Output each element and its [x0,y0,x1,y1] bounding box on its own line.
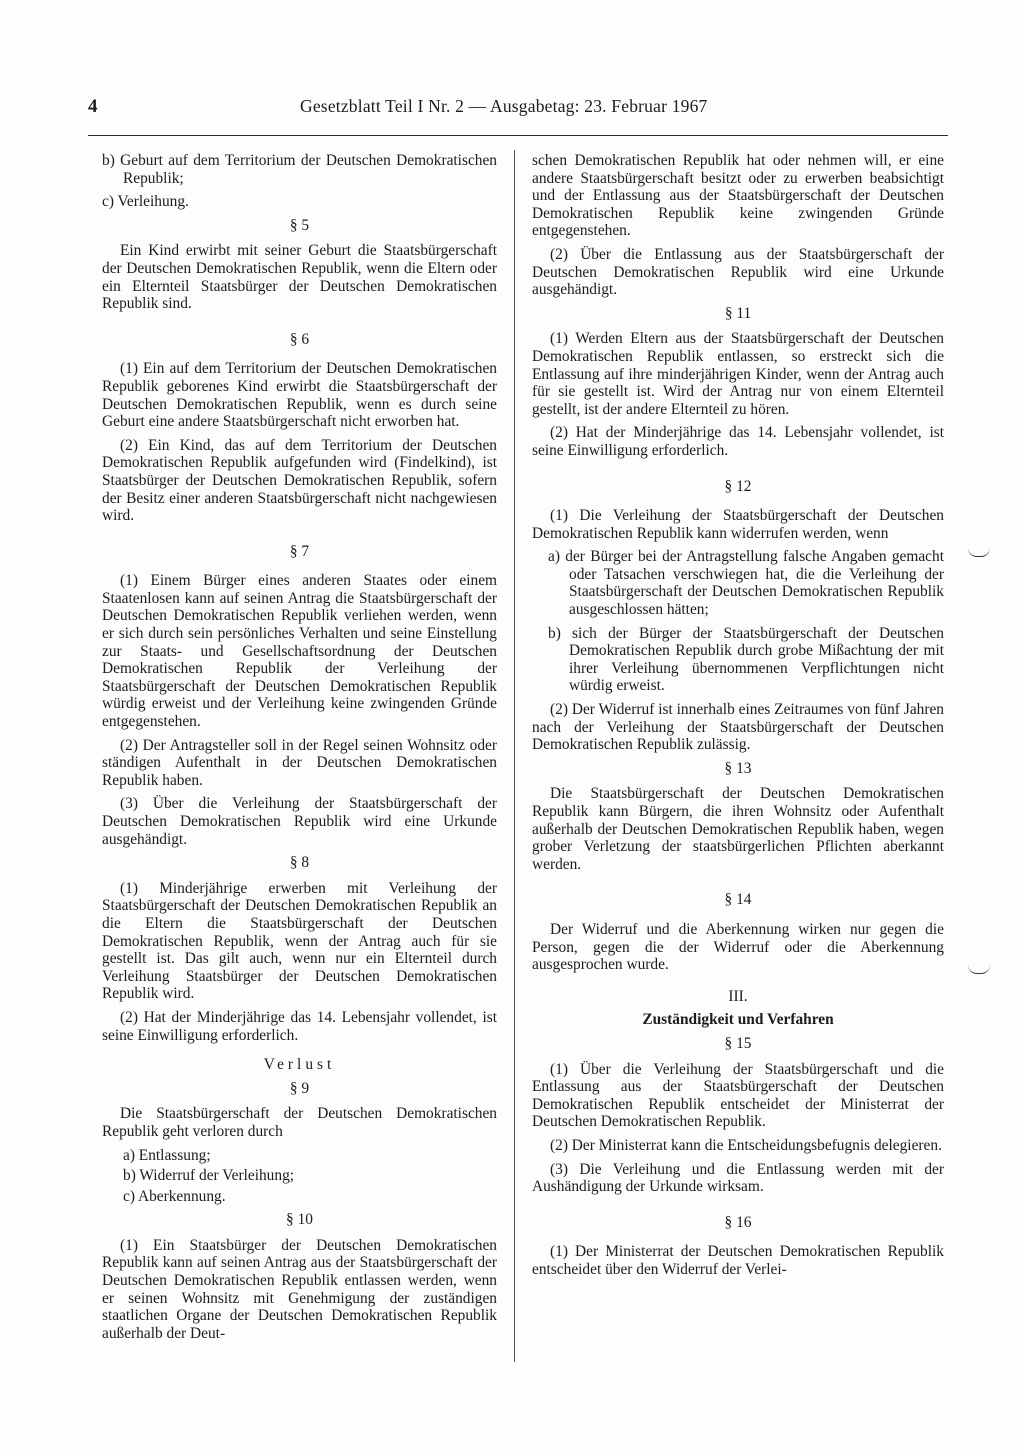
paragraph: (2) Über die Entlassung aus der Staatsbürgerschaft der Deutschen Demokratischen Republik wird eine Urkunde ausgehändigt. [532,245,944,299]
paragraph: Die Staatsbürgerschaft der Deutschen Demokratischen Republik kann Bürgern, die ihren Wohnsitz oder Aufenthalt außerhalb der Deutschen Demokratischen Republik haben, wegen grober Verletzung der staatsbürgerlichen Pflichten aberkannt werden. [532,785,944,873]
paragraph: (1) Der Ministerrat der Deutschen Demokratischen Republik entscheidet über den Widerruf der Verlei- [532,1243,944,1278]
margin-mark [968,548,990,557]
header-rule [88,135,948,136]
section-heading: § 7 [289,542,310,560]
page-number: 4 [88,96,98,117]
section-heading: § 6 [289,330,310,348]
section-heading: § 12 [724,477,752,495]
paragraph: Die Staatsbürgerschaft der Deutschen Demokratischen Republik geht verloren durch [102,1105,497,1140]
list-item: c) Aberkennung. [123,1187,226,1205]
paragraph: Ein Kind erwirbt mit seiner Geburt die Staatsbürgerschaft der Deutschen Demokratischen Republik, wenn die Eltern oder ein Elternteil Staatsbürger der Deutschen Demokratischen Republik sind. [102,242,497,313]
paragraph: (3) Die Verleihung und die Entlassung werden mit der Aushändigung der Urkunde wirksam. [532,1160,944,1196]
left-column [102,152,497,1348]
paragraph: Der Widerruf und die Aberkennung wirken nur gegen die Person, gegen die der Widerruf oder die Aberkennung ausgesprochen wurde. [532,920,944,974]
paragraph: (2) Der Ministerrat kann die Entscheidungsbefugnis delegieren. [550,1136,942,1154]
list-item: a) der Bürger bei der Antragstellung falsche Angaben gemacht oder Tatsachen verschwiegen hat, die die Verleihung der Staatsbürgerschaft der Deutschen Demokratischen Republik ausgeschlossen hätten; [548,548,944,619]
paragraph: (1) Ein Staatsbürger der Deutschen Demokratischen Republik kann auf seinen Antrag aus der Staatsbürgerschaft der Deutschen Demokratischen Republik entlassen werden, wenn er seinen Wohnsitz mit Genehmigung der zuständigen staatlichen Organe der Deutschen Demokratischen Republik außerhalb der Deut- [102,1236,497,1342]
list-item: b) sich der Bürger der Staatsbürgerschaft der Deutschen Demokratischen Republik durch grobe Mißachtung der mit ihrer Verleihung übernommenen Verpflichtungen nicht würdig erweist. [548,624,944,695]
section-heading: § 10 [286,1211,313,1229]
paragraph: (1) Über die Verleihung der Staatsbürgerschaft und die Entlassung aus der Staatsbürgerschaft der Deutschen Demokratischen Republik entscheidet der Ministerrat der Deutschen Demokratischen Republik. [532,1060,944,1131]
paragraph: schen Demokratischen Republik hat oder nehmen will, er eine andere Staatsbürgerschaft besitzt oder zu erwerben beabsichtigt und der Entlassung aus der Staatsbürgerschaft der Deutschen Demokratischen Republik keine zwingenden Gründe entgegenstehen. [532,152,944,240]
section-heading: § 11 [724,304,752,322]
list-item: c) Verleihung. [102,193,189,211]
section-heading: § 14 [724,891,752,909]
paragraph: (1) Die Verleihung der Staatsbürgerschaft der Deutschen Demokratischen Republik kann widerrufen werden, wenn [532,507,944,542]
margin-mark [968,965,990,974]
list-item: b) Widerruf der Verleihung; [123,1167,295,1185]
paragraph: (2) Der Antragsteller soll in der Regel seinen Wohnsitz oder ständigen Aufenthalt in der Deutschen Demokratischen Republik haben. [102,736,497,789]
paragraph: (3) Über die Verleihung der Staatsbürgerschaft der Deutschen Demokratischen Republik wird eine Urkunde ausgehändigt. [102,795,497,848]
paragraph: (1) Ein auf dem Territorium der Deutschen Demokratischen Republik geborenes Kind erwirbt die Staatsbürgerschaft der Deutschen Demokratischen Republik, wenn es durch seine Geburt eine andere Staatsbürgerschaft nicht erworben hat. [102,360,497,431]
paragraph: (1) Minderjährige erwerben mit Verleihung der Staatsbürgerschaft der Deutschen Demokratischen Republik an die Eltern die Staatsbürgerschaft der Deutschen Demokratischen Republik, wenn der Antrag auch für sie gestellt ist. Das gilt auch, wenn nur ein Elternteil durch Verleihung Staatsbürger der Deutschen Demokratischen Republik wird. [102,879,497,1003]
list-item: b) Geburt auf dem Territorium der Deutschen Demokratischen Republik; [102,152,497,187]
column-divider [514,150,515,1362]
paragraph: (2) Hat der Minderjährige das 14. Lebensjahr vollendet, ist seine Einwilligung erforderlich. [532,424,944,459]
running-title: Gesetzblatt Teil I Nr. 2 — Ausgabetag: 23. Februar 1967 [300,96,708,116]
paragraph: (1) Werden Eltern aus der Staatsbürgerschaft der Deutschen Demokratischen Republik entlassen, so erstreckt sich die Entlassung auf ihre minderjährigen Kinder, wenn der Antrag auch für sie gestellt ist. Wird der Antrag nur von einem Elternteil gestellt, ist der andere Elternteil zu hören. [532,330,944,418]
paragraph: (2) Ein Kind, das auf dem Territorium der Deutschen Demokratischen Republik aufgefunden wird (Findelkind), ist Staatsbürger der Deutschen Demokratischen Republik, sofern der Besitz einer anderen Staatsbürgerschaft nicht nachgewiesen wird. [102,436,497,525]
section-heading: § 13 [724,759,752,777]
section-heading: § 8 [289,854,310,872]
subheading-verlust: Verlust [263,1056,336,1074]
paragraph: (2) Hat der Minderjährige das 14. Lebensjahr vollendet, ist seine Einwilligung erforderlich. [102,1008,497,1044]
section-heading: § 5 [289,216,310,234]
section-heading: § 16 [724,1213,752,1231]
page-header [88,96,948,130]
paragraph: (1) Einem Bürger eines anderen Staates oder einem Staatenlosen kann auf seinen Antrag die Staatsbürgerschaft der Deutschen Demokratischen Republik verliehen werden, wenn er sich durch sein persönliches Verhalten und seine Einstellung zur Staats- und Gesellschaftsordnung der Deutschen Demokratischen Republik der Verleihung der Staatsbürgerschaft der Deutschen Demokratischen Republik würdig erweist und der Verleihung keine zwingenden Gründe entgegenstehen. [102,572,497,731]
section-heading: § 9 [289,1079,310,1097]
part-number: III. [728,987,748,1005]
paragraph: (2) Der Widerruf ist innerhalb eines Zeitraumes von fünf Jahren nach der Verleihung der Staatsbürgerschaft der Deutschen Demokratischen Republik zulässig. [532,701,944,754]
part-title: Zuständigkeit und Verfahren [642,1011,834,1029]
right-column [532,152,944,1284]
section-heading: § 15 [724,1034,752,1052]
list-item: a) Entlassung; [123,1146,211,1164]
